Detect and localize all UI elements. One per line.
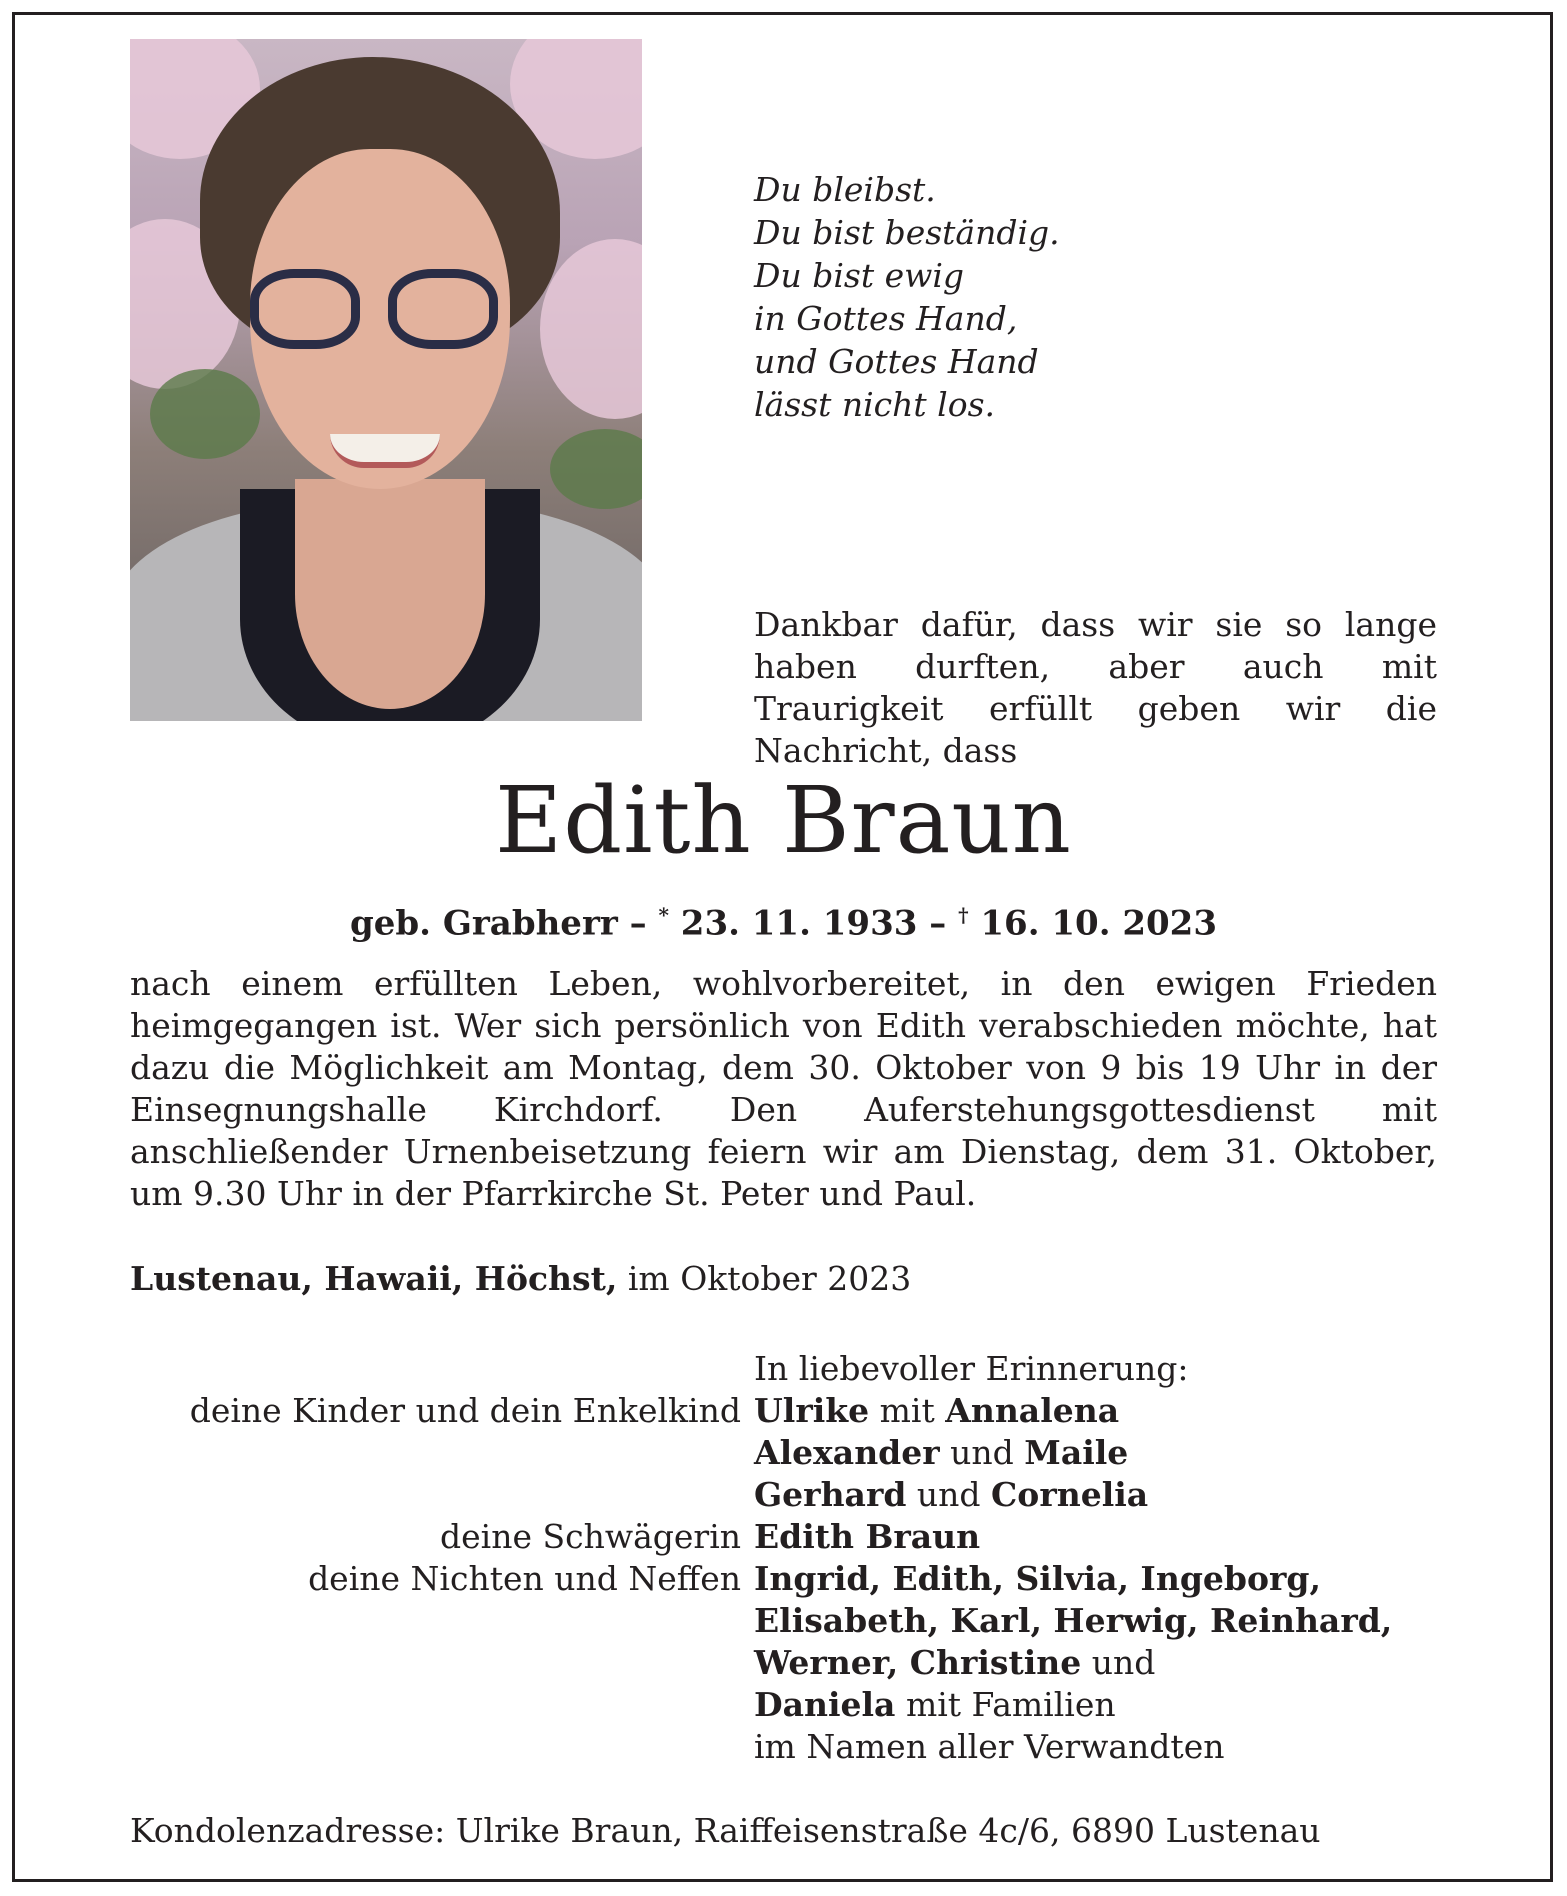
child-entry: Gerhard und Cornelia (754, 1475, 1149, 1514)
birth-symbol: * (658, 903, 669, 927)
sister-label: deine Schwägerin (440, 1517, 741, 1556)
birth-date: 23. 11. 1933 (680, 903, 918, 944)
poem-line: Du bleibst. (754, 170, 936, 209)
death-date: 16. 10. 2023 (980, 903, 1217, 944)
sister-name: Edith Braun (754, 1517, 981, 1556)
poem-line: Du bist ewig (754, 256, 965, 295)
deceased-name: Edith Braun (495, 767, 1072, 874)
poem-line: in Gottes Hand, (754, 299, 1018, 338)
children-label: deine Kinder und dein Enkelkind (189, 1391, 741, 1430)
portrait-photo (130, 39, 642, 721)
nieces-names: Daniela mit Familien (754, 1685, 1116, 1724)
nieces-names: Ingrid, Edith, Silvia, Ingeborg, (754, 1559, 1321, 1598)
intro-text: Dankbar dafür, dass wir sie so lange haben durften, aber auch mit Traurigkeit erfüllt geben wir die Nachricht, dass (754, 605, 1437, 770)
condolence-address: Kondolenzadresse: Ulrike Braun, Raiffeisenstraße 4c/6, 6890 Lustenau (130, 1811, 1321, 1850)
place-towns: Lustenau, Hawaii, Höchst, (130, 1259, 618, 1298)
place-date (130, 1258, 911, 1300)
poem (754, 168, 1060, 426)
nieces-names: Werner, Christine und (754, 1643, 1156, 1682)
death-symbol: † (958, 903, 969, 927)
place-month: im Oktober 2023 (627, 1259, 912, 1298)
memory-heading: In liebevoller Erinnerung: (754, 1349, 1189, 1388)
poem-line: lässt nicht los. (754, 385, 995, 424)
child-entry: Ulrike mit Annalena (754, 1391, 1120, 1430)
nieces-names: Elisabeth, Karl, Herwig, Reinhard, (754, 1601, 1393, 1640)
life-dates: geb. Grabherr – * 23. 11. 1933 – † 16. 10. 2023 (349, 903, 1217, 944)
poem-line: und Gottes Hand (754, 342, 1039, 381)
family-closing: im Namen aller Verwandten (754, 1727, 1225, 1766)
notice-body: nach einem erfüllten Leben, wohlvorbereitet, in den ewigen Frieden heimgegangen ist. Wer sich persönlich von Edith verabschieden möchte, hat dazu die Möglichkeit am Montag, dem 30. Oktober von 9 bis 19 Uhr in der Einsegnungshalle Kirchdorf. Den Auferstehungsgottesdienst mit anschließender Urnenbeisetzung feiern wir am Dienstag, dem 31. Oktober, um 9.30 Uhr in der Pfarrkirche St. Peter und Paul. (130, 964, 1437, 1213)
nieces-label: deine Nichten und Neffen (308, 1559, 741, 1598)
child-entry: Alexander und Maile (754, 1433, 1129, 1472)
poem-line: Du bist beständig. (754, 213, 1060, 252)
birth-name: geb. Grabherr (349, 903, 618, 944)
